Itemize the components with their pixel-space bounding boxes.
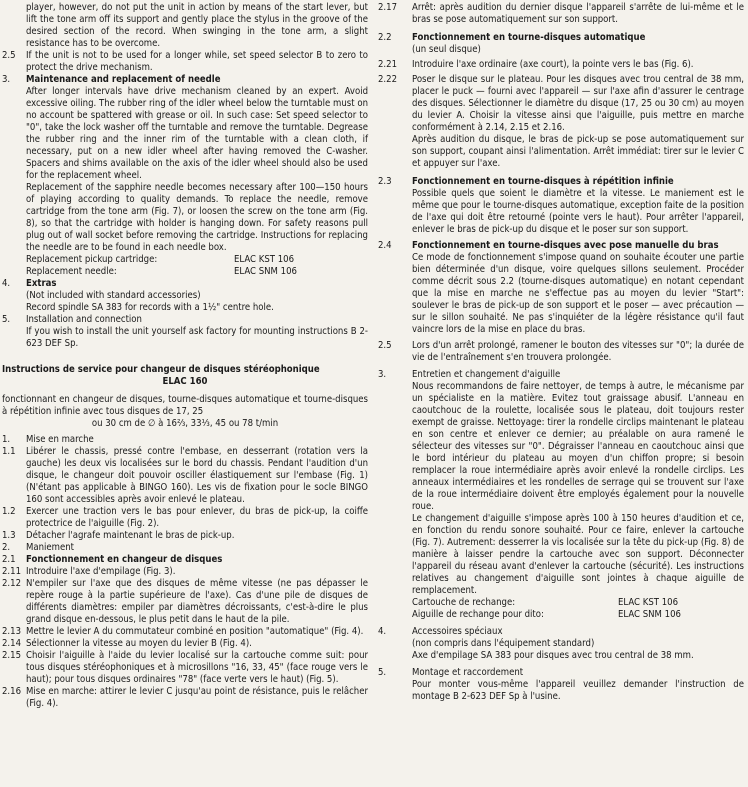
item-number: 2.14 (2, 638, 22, 649)
section-heading: Extras (26, 278, 57, 289)
item-5-montage: 5. Montage et raccordement Pour monter vous-même l'appareil veuillez demander l'instruction de montage B 2-623 DEF Sp à l'usine. (378, 667, 744, 702)
item-number: 1. (2, 434, 11, 445)
item-number: 1.2 (2, 506, 16, 517)
section-3-maintenance: 3. Maintenance and replacement of needle After longer intervals have drive mechanism cleaned by an expert. Avoid excessive oiling. The rubber ring of the idler wheel below the turntable must on no account be spattered with grease or oil. In such case: Set speed selector to "0", take the lock washer off the turntable and remove the turntable. Degrease the rubber ring and the inner rim of the turntable with a clean cloth, if necessary, put on a new idler wheel after having removed the C-washer. Spacers and shims available on the axis of the idler wheel should also be used for the replacement wheel. Replacement of the sapphire needle becomes necessary after 100—150 hours of playing according to quality demands. To replace the needle, remove cartridge from the tone arm (Fig. 7), or loosen the screw on the tone arm (Fig. 8), so that the cartridge with holder is hanging down. For safety reasons pull plug out of wall socket before removing the cartridge. Instructions for replacing the needle are to be found in each needle box. (2, 74, 368, 253)
list-item (2, 446, 368, 506)
french-model: ELAC 160 (162, 376, 208, 387)
item-2-21: 2.21 Introduire l'axe ordinaire (axe court), la pointe vers le bas (Fig. 6). (378, 59, 694, 70)
list-item (2, 638, 368, 650)
section-heading: Accessoires spéciaux (412, 626, 503, 637)
item-2-5: 2.5 Lors d'un arrêt prolongé, ramener le bouton des vitesses sur "0"; la durée de vie de l'entraînement s'en trouvera prolongée. (378, 340, 744, 363)
section-heading: Fonctionnement en tourne-disques automatique (412, 32, 646, 43)
item-number: 2. (2, 542, 11, 553)
item-text: Mise en marche: attirer le levier C jusqu'au point de résistance, puis le relâcher (Fig. 4). (26, 686, 368, 709)
item-number: 1.3 (2, 530, 16, 541)
item-text: Libérer le chassis, pressé contre l'embase, en desserrant (rotation vers la gauche) les deux vis localisées sur le bord du chassis. Pendant l'audition d'un disque, le changeur doit pouvoir osciller élastiquement sur l'embase (Fig. 1) (N'étant pas applicable à BINGO 160). Les vis de fixation pour le socle BINGO 160 sont accessibles après avoir enlevé le plateau. (26, 446, 368, 505)
item-number: 2.12 (2, 578, 22, 589)
list-item (2, 554, 368, 566)
item-text: Introduire l'axe d'empilage (Fig. 3). (26, 566, 176, 577)
item-2-2: 2.2 Fonctionnement en tourne-disques automatique (un seul disque) (378, 32, 744, 56)
item-text: Fonctionnement en changeur de disques (26, 554, 223, 565)
item-text: Maniement (26, 542, 75, 553)
item-text: Détacher l'agrafe maintenant le bras de pick-up. (26, 530, 235, 541)
item-text: Mise en marche (26, 434, 94, 445)
section-heading: Montage et raccordement (412, 667, 524, 678)
item-text: N'empiler sur l'axe que des disques de même vitesse (ne pas dépasser le repère rouge à la partie supérieure de l'axe). Cas d'une pile de disques de différents diamètres: empiler par diamètres décroissants, c'est-à-dire le plus grand disque en-dessous, le plus petit dans le haut de la pile. (26, 578, 368, 625)
list-item (2, 530, 368, 542)
english-intro: player, however, do not put the unit in action by means of the start lever, but lift the tone arm off its support and gently place the stylus in the groove of the desired section of the record. When swinging in the tone arm, a slight resistance has to be overcome. (26, 2, 368, 49)
item-text: Choisir l'aiguille à l'aide du levier localisé sur la cartouche comme suit: pour tous disques stéréophoniques et à microsillons "16, 33, 45" (face rouge vers le haut); pour tous disques ordinaires "78" (face verte vers le haut) (Fig. 5). (26, 650, 368, 685)
item-2-22: 2.22 Poser le disque sur le plateau. Pour les disques avec trou central de 38 mm, placer le puck — fourni avec l'appareil — sur l'axe afin d'assurer le centrage des disques. Sélectionner le diamètre du disque (17, 25 ou 30 cm) au moyen du levier A. Choisir la vitesse ainsi que l'aiguille, puis mettre en marche conformément à 2.14, 2.15 et 2.16. Après audition du disque, le bras de pick-up se pose automatiquement sur son support, coupant ainsi l'alimentation. Arrêt immédiat: tirer sur le levier C et appuyer sur l'axe. (378, 74, 744, 169)
list-item (2, 506, 368, 530)
item-4-accessoires: 4. Accessoires spéciaux (non compris dans l'équipement standard) Axe d'empilage SA 383 pour disques avec trou central de 38 mm. (378, 626, 744, 662)
spec-row: Replacement needle: ELAC SNM 106 (26, 266, 297, 277)
list-item (2, 626, 368, 638)
item-text: Mettre le levier A du commutateur combiné en position "automatique" (Fig. 4). (26, 626, 364, 637)
section-heading: Maintenance and replacement of needle (26, 74, 221, 85)
section-heading: Fonctionnement en tourne-disques à répétition infinie (412, 176, 674, 187)
section-2-5: 2.5 If the unit is not to be used for a longer while, set speed selector B to zero to protect the drive mechanism. (2, 50, 368, 73)
french-title: Instructions de service pour changeur de disques stéréophonique (2, 364, 320, 375)
section-heading: Entretien et changement d'aiguille (412, 369, 561, 380)
french-column (378, 2, 744, 703)
item-2-4: 2.4 Fonctionnement en tourne-disques avec pose manuelle du bras Ce mode de fonctionnement s'impose quand on souhaite écouter une partie bien déterminée d'un disque, voire quelques sillons seulement. Procéder comme décrit sous 2.2 (tourne-disques automatique) en notant cependant que la mise en marche ne s'effectue pas au moyen du levier "Start": soulever le bras de pick-up de son support et le poser — avec précaution — sur le sillon souhaité. Ne pas s'inquiéter de la légère résistance qu'il faut vaincre lors de la mise en place du bras. (378, 240, 744, 335)
spec-row: Aiguille de rechange pour dito: ELAC SNM 106 (412, 609, 681, 620)
section-heading: Installation and connection (26, 314, 142, 325)
spec-row: Cartouche de rechange: ELAC KST 106 (412, 597, 679, 608)
item-number: 1.1 (2, 446, 16, 457)
list-item (2, 686, 368, 710)
english-column (2, 2, 368, 710)
item-2-17: 2.17 Arrêt: après audition du dernier disque l'appareil s'arrête de lui-même et le bras se pose automatiquement sur son support. (378, 2, 744, 25)
section-5-installation: 5. Installation and connection If you wish to install the unit yourself ask factory for mounting instructions B 2-623 DEF Sp. (2, 314, 368, 349)
item-number: 2.15 (2, 650, 22, 661)
item-number: 2.1 (2, 554, 16, 565)
section-4-extras: 4. Extras (Not included with standard accessories) Record spindle SA 383 for records with a 1½" centre hole. (2, 278, 368, 314)
item-text: Exercer une traction vers le bas pour enlever, du bras de pick-up, la coiffe protectrice de l'aiguille (Fig. 2). (26, 506, 368, 529)
item-number: 2.13 (2, 626, 22, 637)
list-item (2, 434, 368, 446)
spec-row: Replacement pickup cartridge: ELAC KST 106 (26, 254, 295, 265)
list-item (2, 542, 368, 554)
item-3-entretien: 3. Entretien et changement d'aiguille Nous recommandons de faire nettoyer, de temps à autre, le mécanisme par un spécialiste en la matière. Evitez tout graissage abusif. L'anneau en caoutchouc de la roulette, localisée sous le plateau, doit toujours rester exempt de graisse. Nettoyage: tirer la rondelle circlips maintenant le plateau en son centre et enlever ce dernier; au préalable on aura ramené le sélecteur des vitesses sur "0". Dégraisser l'anneau en caoutchouc ainsi que le bord intérieur du plateau au moyen d'un chiffon propre; si besoin remplacer la roue intermédiaire après avoir enlevé la rondelle circlips. Les anneaux intermédiaires et les rondelles de serrage qui se trouvent sur l'axe de la roue intermédiaire doivent être employés également pour la nouvelle roue. Le changement d'aiguille s'impose après 100 à 150 heures d'audition et ce, en fonction du rendu sonore souhaité. Pour ce faire, enlever la cartouche (Fig. 7). Autrement: desserrer la vis localisée sur la tête du pick-up (Fig. 8) de manière à laisser pendre la cartouche avec son support. Déconnecter l'appareil du réseau avant d'enlever la cartouche (sécurité). Les instructions relatives au changement d'aiguille sont jointes à chaque aiguille de remplacement. (378, 369, 744, 596)
item-2-3: 2.3 Fonctionnement en tourne-disques à répétition infinie Possible quels que soient le diamètre et la vitesse. Le maniement est le même que pour le tourne-disques automatique, exception faite de la position de l'axe qui doit être retourné (pointe vers le haut). Pour arrêter l'appareil, enlever le bras de pick-up du disque et le poser sur son support. (378, 176, 745, 235)
list-item (2, 578, 368, 626)
item-number: 2.11 (2, 566, 22, 577)
list-item (2, 566, 368, 578)
section-heading: Fonctionnement en tourne-disques avec pose manuelle du bras (412, 240, 719, 251)
french-intro: fonctionnant en changeur de disques, tourne-disques automatique et tourne-disques à répétition infinie avec tous disques de 17, 25 ou 30 cm de ∅ à 16⅔, 33⅓, 45 ou 78 t/min (2, 394, 368, 429)
list-item (2, 650, 368, 686)
item-text: Sélectionner la vitesse au moyen du levier B (Fig. 4). (26, 638, 252, 649)
item-number: 2.16 (2, 686, 22, 697)
french-instructions-list (2, 434, 368, 710)
